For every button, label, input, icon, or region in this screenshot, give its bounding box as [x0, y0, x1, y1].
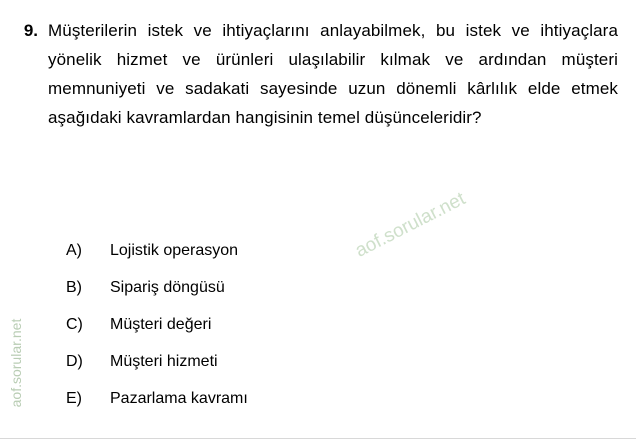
options-list [0, 240, 636, 425]
question-number: 9. [23, 21, 38, 40]
option-b-letter: B) [66, 279, 82, 296]
option-a-letter: A) [66, 242, 82, 259]
option-a[interactable] [66, 240, 636, 262]
question-block [0, 16, 636, 132]
option-e[interactable] [66, 388, 636, 410]
option-e-text: Pazarlama kavramı [110, 390, 248, 407]
option-d-text: Müşteri hizmeti [110, 353, 218, 370]
option-b[interactable] [66, 277, 636, 299]
watermark-side: aof.sorular.net [8, 318, 24, 408]
option-c-letter: C) [66, 316, 83, 333]
option-c[interactable] [66, 314, 636, 336]
option-b-text: Sipariş döngüsü [110, 279, 225, 296]
option-e-letter: E) [66, 390, 82, 407]
question-text: Müşterilerin istek ve ihtiyaçlarını anlayabilmek, bu istek ve ihtiyaçlara yönelik hizmet ve ürünleri ulaşılabilir kılmak ve ardından müşteri memnuniyeti ve sadakati sayesinde uzun dönemli kârlılık elde etmek aşağıdaki kavramlardan hangisinin temel düşünceleridir? [48, 21, 618, 127]
watermark-center: aof.sorular.net [352, 188, 469, 262]
option-a-text: Lojistik operasyon [110, 242, 239, 259]
option-c-text: Müşteri değeri [110, 316, 212, 333]
option-d-letter: D) [66, 353, 83, 370]
option-d[interactable] [66, 351, 636, 373]
